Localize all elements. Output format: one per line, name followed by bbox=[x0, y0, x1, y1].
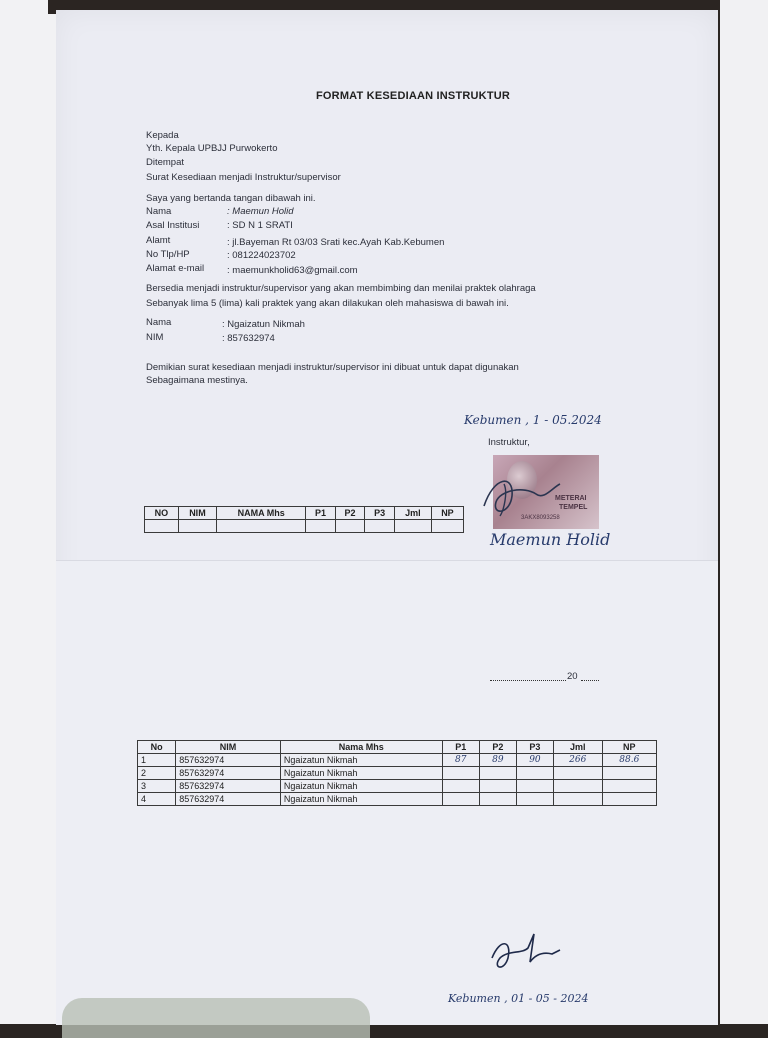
stamp-text-top: METERAI bbox=[555, 495, 587, 502]
table-cell: 857632974 bbox=[176, 793, 281, 806]
blank-table-header: Jml bbox=[394, 507, 431, 520]
blank-score-table bbox=[144, 506, 464, 533]
instructor-signature bbox=[474, 466, 564, 522]
table-cell bbox=[479, 793, 516, 806]
footer-place-date: Kebumen , 01 - 05 - 2024 bbox=[448, 992, 589, 1005]
blank-table-cell bbox=[431, 520, 463, 533]
blank-table-header: P3 bbox=[365, 507, 395, 520]
table-cell bbox=[516, 767, 553, 780]
table-cell: 2 bbox=[138, 767, 176, 780]
table-row bbox=[138, 780, 657, 793]
blank-table-cell bbox=[217, 520, 306, 533]
field-value-email: : maemunkholid63@gmail.com bbox=[227, 265, 358, 276]
subject-line: Surat Kesediaan menjadi Instruktur/supervisor bbox=[146, 172, 341, 183]
table-cell: 1 bbox=[138, 754, 176, 767]
table-row bbox=[138, 793, 657, 806]
recipient-line-2: Yth. Kepala UPBJJ Purwokerto bbox=[146, 143, 278, 154]
closing-line-2: Sebagaimana mestinya. bbox=[146, 375, 248, 386]
blank-table-header: NO bbox=[145, 507, 179, 520]
score-table-header-row bbox=[138, 741, 657, 754]
blank-table-cell bbox=[394, 520, 431, 533]
table-cell bbox=[602, 793, 656, 806]
document-title: FORMAT KESEDIAAN INSTRUKTUR bbox=[316, 90, 511, 102]
background-object bbox=[62, 998, 370, 1038]
blank-table-cell bbox=[145, 520, 179, 533]
table-cell: 857632974 bbox=[176, 767, 281, 780]
table-cell bbox=[553, 767, 602, 780]
blank-table-header: NIM bbox=[178, 507, 217, 520]
table-cell bbox=[602, 780, 656, 793]
table-cell bbox=[442, 767, 479, 780]
table-cell bbox=[479, 780, 516, 793]
field-value-alamat: : jl.Bayeman Rt 03/03 Srati kec.Ayah Kab.Kebumen bbox=[227, 237, 445, 248]
table-cell bbox=[516, 780, 553, 793]
table-cell bbox=[602, 767, 656, 780]
table-cell bbox=[442, 793, 479, 806]
signature-name: Maemun Holid bbox=[490, 530, 611, 549]
background-edge-left bbox=[0, 0, 56, 1024]
table-cell bbox=[442, 780, 479, 793]
field-value-institusi: : SD N 1 SRATI bbox=[227, 220, 293, 231]
blank-table-header-row bbox=[145, 507, 464, 520]
student-nim-value: : 857632974 bbox=[222, 333, 275, 344]
table-cell bbox=[553, 780, 602, 793]
table-cell bbox=[553, 793, 602, 806]
table-cell: 266 bbox=[553, 754, 602, 767]
statement-line-2: Sebanyak lima 5 (lima) kali praktek yang akan dilakukan oleh mahasiswa di bawah ini. bbox=[146, 298, 509, 309]
intro-line: Saya yang bertanda tangan dibawah ini. bbox=[146, 193, 316, 204]
table-cell: Ngaizatun Nikmah bbox=[280, 754, 442, 767]
date-year-suffix: 20 bbox=[567, 671, 578, 682]
table-cell: Ngaizatun Nikmah bbox=[280, 767, 442, 780]
stamp-text-bottom: TEMPEL bbox=[559, 504, 588, 511]
blank-table-header: P1 bbox=[306, 507, 336, 520]
blank-table-cell bbox=[178, 520, 217, 533]
table-cell: 90 bbox=[516, 754, 553, 767]
student-name-label: Nama bbox=[146, 317, 172, 328]
student-name-value: : Ngaizatun Nikmah bbox=[222, 319, 305, 330]
statement-line-1: Bersedia menjadi instruktur/supervisor yang akan membimbing dan menilai praktek olahraga bbox=[146, 283, 536, 294]
field-label-telepon: No Tlp/HP bbox=[146, 249, 190, 260]
field-label-email: Alamat e-mail bbox=[146, 263, 205, 274]
score-table-header: NIM bbox=[176, 741, 281, 754]
score-table-header: P2 bbox=[479, 741, 516, 754]
table-row bbox=[138, 767, 657, 780]
table-cell: Ngaizatun Nikmah bbox=[280, 793, 442, 806]
score-table-header: Jml bbox=[553, 741, 602, 754]
table-cell: 3 bbox=[138, 780, 176, 793]
score-table-header: P3 bbox=[516, 741, 553, 754]
table-cell: 89 bbox=[479, 754, 516, 767]
bottom-signature bbox=[486, 928, 566, 980]
stamp-serial: 3AKX8093258 bbox=[521, 515, 560, 521]
date-dotted-line bbox=[490, 680, 566, 681]
field-label-institusi: Asal Institusi bbox=[146, 220, 200, 231]
blank-table-header: NP bbox=[431, 507, 463, 520]
field-value-telepon: : 081224023702 bbox=[227, 250, 296, 261]
blank-table-cell bbox=[335, 520, 365, 533]
score-table-header: No bbox=[138, 741, 176, 754]
signature-place-date: Kebumen , 1 - 05.2024 bbox=[464, 413, 602, 427]
recipient-line-1: Kepada bbox=[146, 130, 179, 141]
blank-table-header: P2 bbox=[335, 507, 365, 520]
student-nim-label: NIM bbox=[146, 332, 164, 343]
table-cell: 88.6 bbox=[602, 754, 656, 767]
table-row bbox=[138, 754, 657, 767]
blank-table-cell bbox=[365, 520, 395, 533]
field-value-nama: : Maemun Holid bbox=[227, 206, 294, 217]
signature-role: Instruktur, bbox=[488, 437, 530, 448]
table-cell: 87 bbox=[442, 754, 479, 767]
table-cell: 857632974 bbox=[176, 780, 281, 793]
blank-table-cell bbox=[306, 520, 336, 533]
table-cell: Ngaizatun Nikmah bbox=[280, 780, 442, 793]
table-cell bbox=[516, 793, 553, 806]
recipient-line-3: Ditempat bbox=[146, 157, 185, 168]
score-table-header: NP bbox=[602, 741, 656, 754]
table-cell: 857632974 bbox=[176, 754, 281, 767]
table-cell bbox=[479, 767, 516, 780]
blank-table-row bbox=[145, 520, 464, 533]
score-table bbox=[137, 740, 657, 806]
blank-table-header: NAMA Mhs bbox=[217, 507, 306, 520]
score-table-header: Nama Mhs bbox=[280, 741, 442, 754]
field-label-alamat: Alamt bbox=[146, 235, 171, 246]
field-label-nama: Nama bbox=[146, 206, 172, 217]
background-edge-right bbox=[720, 0, 768, 1024]
score-table-header: P1 bbox=[442, 741, 479, 754]
closing-line-1: Demikian surat kesediaan menjadi instruktur/supervisor ini dibuat untuk dapat digunakan bbox=[146, 362, 519, 373]
date-dotted-line-end bbox=[581, 680, 599, 681]
table-cell: 4 bbox=[138, 793, 176, 806]
